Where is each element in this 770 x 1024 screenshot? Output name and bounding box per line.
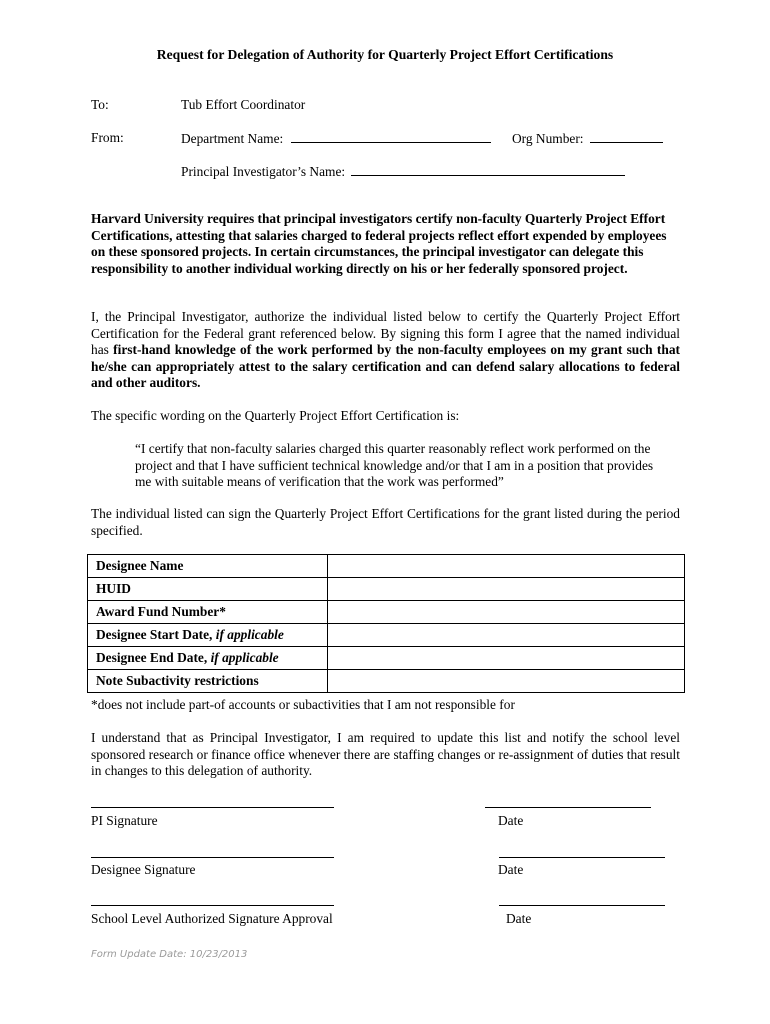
page-title: Request for Delegation of Authority for Quarterly Project Effort Certifications: [156, 47, 614, 62]
department-name-field[interactable]: [291, 130, 491, 143]
table-row: [88, 578, 685, 601]
designee-name-input[interactable]: [328, 555, 685, 578]
table-row: [88, 670, 685, 693]
end-date-qualifier: if applicable: [210, 650, 279, 665]
designee-signature-line[interactable]: [91, 857, 334, 858]
pi-signature-line[interactable]: [91, 807, 334, 808]
pi-date-label: Date: [498, 813, 524, 828]
end-date-label: [88, 647, 328, 670]
table-row: [88, 624, 685, 647]
intro-paragraph: Harvard University requires that principal investigators certify non-faculty Quarterly Project Effort Certifications, attesting that salaries charged to federal projects reflect effort expended by employees on these sponsored projects. In certain circumstances, the principal investigator can delegate this responsibility to another individual working directly on his or her federally sponsored project.: [91, 211, 667, 276]
start-date-label: [88, 624, 328, 647]
school-signature-line[interactable]: [91, 905, 334, 906]
pi-signature-label: PI Signature: [91, 813, 158, 828]
huid-input[interactable]: [328, 578, 685, 601]
to-label: To:: [91, 97, 109, 112]
table-row: [88, 555, 685, 578]
org-number-label: Org Number:: [512, 131, 584, 146]
department-name-row: [181, 130, 491, 147]
org-number-field[interactable]: [590, 130, 663, 143]
wording-intro: The specific wording on the Quarterly Project Effort Certification is:: [91, 408, 460, 423]
authorization-bold-text: first-hand knowledge of the work performed by the non-faculty employees on my grant such that he/she can appropriately attest to the salary certification and can defend salary allocations to federal and other auditors.: [91, 342, 680, 390]
period-paragraph: The individual listed can sign the Quarterly Project Effort Certifications for the grant listed during the period specified.: [91, 506, 680, 538]
subactivity-label: Note Subactivity restrictions: [88, 670, 328, 693]
award-fund-label: Award Fund Number*: [88, 601, 328, 624]
authorization-text: I, the Principal Investigator, authorize the individual listed below to certify the Quarterly Project Effort Certification for the Federal grant referenced below. By signing this form I agree that the named individual has: [91, 309, 680, 357]
school-signature-label: School Level Authorized Signature Approval: [91, 911, 333, 926]
designee-name-label: Designee Name: [88, 555, 328, 578]
designee-signature-label: Designee Signature: [91, 862, 196, 877]
department-name-label: Department Name:: [181, 131, 284, 146]
pi-name-label: Principal Investigator’s Name:: [181, 164, 346, 179]
understand-paragraph: I understand that as Principal Investigator, I am required to update this list and notify the school level sponsored research or finance office whenever there are staffing changes or re-assignment of duties that result in changes to this delegation of authority.: [91, 730, 680, 778]
designee-date-label: Date: [498, 862, 524, 877]
from-label: From:: [91, 130, 124, 145]
school-date-label: Date: [506, 911, 532, 926]
end-date-text: Designee End Date,: [96, 650, 208, 665]
huid-label: HUID: [88, 578, 328, 601]
pi-name-field[interactable]: [351, 163, 625, 176]
school-date-line[interactable]: [499, 905, 665, 906]
end-date-input[interactable]: [328, 647, 685, 670]
pi-name-row: [181, 163, 625, 180]
designee-date-line[interactable]: [499, 857, 665, 858]
start-date-qualifier: if applicable: [215, 627, 284, 642]
table-row: [88, 647, 685, 670]
to-value: Tub Effort Coordinator: [181, 97, 306, 112]
subactivity-input[interactable]: [328, 670, 685, 693]
pi-date-line[interactable]: [485, 807, 651, 808]
form-update-date: Form Update Date: 10/23/2013: [91, 949, 248, 960]
award-fund-input[interactable]: [328, 601, 685, 624]
authorization-paragraph: [91, 309, 680, 392]
designee-table: [87, 554, 685, 693]
start-date-input[interactable]: [328, 624, 685, 647]
start-date-text: Designee Start Date,: [96, 627, 213, 642]
org-number-row: [512, 130, 663, 147]
table-row: [88, 601, 685, 624]
footnote: *does not include part-of accounts or subactivities that I am not responsible for: [91, 697, 515, 712]
certification-quote: “I certify that non-faculty salaries charged this quarter reasonably reflect work performed on the project and that I have sufficient technical knowledge and/or that I am in a position that provides me with suitable means of verification that the work was performed”: [135, 441, 654, 489]
